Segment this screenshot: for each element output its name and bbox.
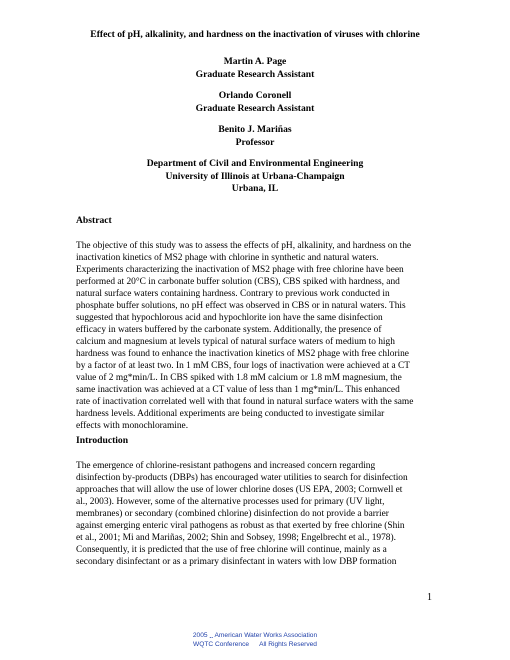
page-footer xyxy=(0,632,510,649)
author-block-2 xyxy=(60,90,450,115)
footer-rights: All Rights Reserved xyxy=(259,640,317,648)
abstract-line: phosphate buffer solutions, no pH effect was observed in CBS or in natural waters. This xyxy=(76,301,406,311)
introduction-heading: Introduction xyxy=(76,435,129,446)
abstract-line: by a factor of at least two. In 1 mM CBS, four logs of inactivation were achieved at a CT xyxy=(76,361,411,371)
introduction-body xyxy=(76,460,408,568)
footer-event: WQTC Conference xyxy=(193,640,250,648)
affiliation-city: Urbana, IL xyxy=(231,183,279,194)
abstract-line: efficacy in waters buffered by the carbonate system. Additionally, the presence of xyxy=(76,325,382,335)
affiliation-university: University of Illinois at Urbana-Champaign xyxy=(165,170,345,182)
author-block-1 xyxy=(60,56,450,81)
footer-organization: American Water Works Association xyxy=(214,632,318,639)
abstract-line: hardness was found to enhance the inactivation kinetics of MS2 phage with free chlorine xyxy=(76,349,409,359)
author-name: Benito J. Mariñas xyxy=(218,124,292,135)
abstract-line: calcium and magnesium at levels typical of natural surface waters of medium to high xyxy=(76,337,395,347)
author-role: Professor xyxy=(235,136,275,148)
abstract-line: suggested that hypochlorous acid and hypochlorite ion have the same disinfection xyxy=(76,313,383,323)
author-role: Graduate Research Assistant xyxy=(195,68,315,80)
introduction-line: Consequently, it is predicted that the use of free chlorine will continue, mainly as a xyxy=(76,545,387,555)
introduction-line: al., 2003). However, some of the alternative processes used for primary (UV light, xyxy=(76,497,385,507)
page-number: 1 xyxy=(427,592,432,603)
footer-year: 2005 xyxy=(192,632,208,639)
abstract-line: natural surface waters containing hardness. Contrary to previous work conducted in xyxy=(76,289,390,299)
author-block-3 xyxy=(60,124,450,149)
paper-title: Effect of pH, alkalinity, and hardness on the inactivation of viruses with chlorine xyxy=(90,29,420,40)
introduction-line: secondary disinfectant or as a primary disinfectant in waters with low DBP formation xyxy=(76,557,397,567)
introduction-line: membranes) or secondary (combined chlorine) disinfection do not provide a barrier xyxy=(76,509,389,519)
introduction-line: The emergence of chlorine-resistant pathogens and increased concern regarding xyxy=(76,461,376,471)
introduction-line: et al., 2001; Mi and Mariñas, 2002; Shin and Sobsey, 1998; Engelbrecht et al., 1978). xyxy=(76,533,396,543)
author-name: Martin A. Page xyxy=(223,56,287,67)
abstract-line: inactivation kinetics of MS2 phage with chlorine in synthetic and natural waters. xyxy=(76,253,379,263)
affiliation-block xyxy=(60,158,450,196)
abstract-line: same inactivation was achieved at a CT value of less than 1 mg*min/L. This enhanced xyxy=(76,385,400,395)
abstract-line: value of 2 mg*min/L. In CBS spiked with 1.8 mM calcium or 1.8 mM magnesium, the xyxy=(76,373,402,383)
author-name: Orlando Coronell xyxy=(218,90,292,101)
abstract-line: performed at 20°C in carbonate buffer solution (CBS), CBS spiked with hardness, and xyxy=(76,277,400,287)
abstract-body xyxy=(76,240,413,432)
abstract-heading: Abstract xyxy=(76,215,112,226)
abstract-line: Experiments characterizing the inactivation of MS2 phage with free chlorine have been xyxy=(76,265,404,275)
footer-dots: .. xyxy=(209,633,214,640)
introduction-line: disinfection by-products (DBPs) has encouraged water utilities to search for disinfection xyxy=(76,473,408,483)
abstract-line: The objective of this study was to assess the effects of pH, alkalinity, and hardness on the xyxy=(76,241,412,251)
author-role: Graduate Research Assistant xyxy=(195,102,315,114)
affiliation-department: Department of Civil and Environmental Engineering xyxy=(146,158,364,169)
abstract-line: hardness levels. Additional experiments are being conducted to investigate similar xyxy=(76,409,385,419)
introduction-line: against emerging enteric viral pathogens as robust as that exerted by free chlorine (Shin xyxy=(76,521,405,531)
abstract-line: rate of inactivation correlated well with that found in natural surface waters with the same xyxy=(76,397,414,407)
abstract-line: effects with monochloramine. xyxy=(76,421,189,431)
introduction-line: approaches that will allow the use of lower chlorine doses (US EPA, 2003; Cornwell et xyxy=(76,485,403,495)
